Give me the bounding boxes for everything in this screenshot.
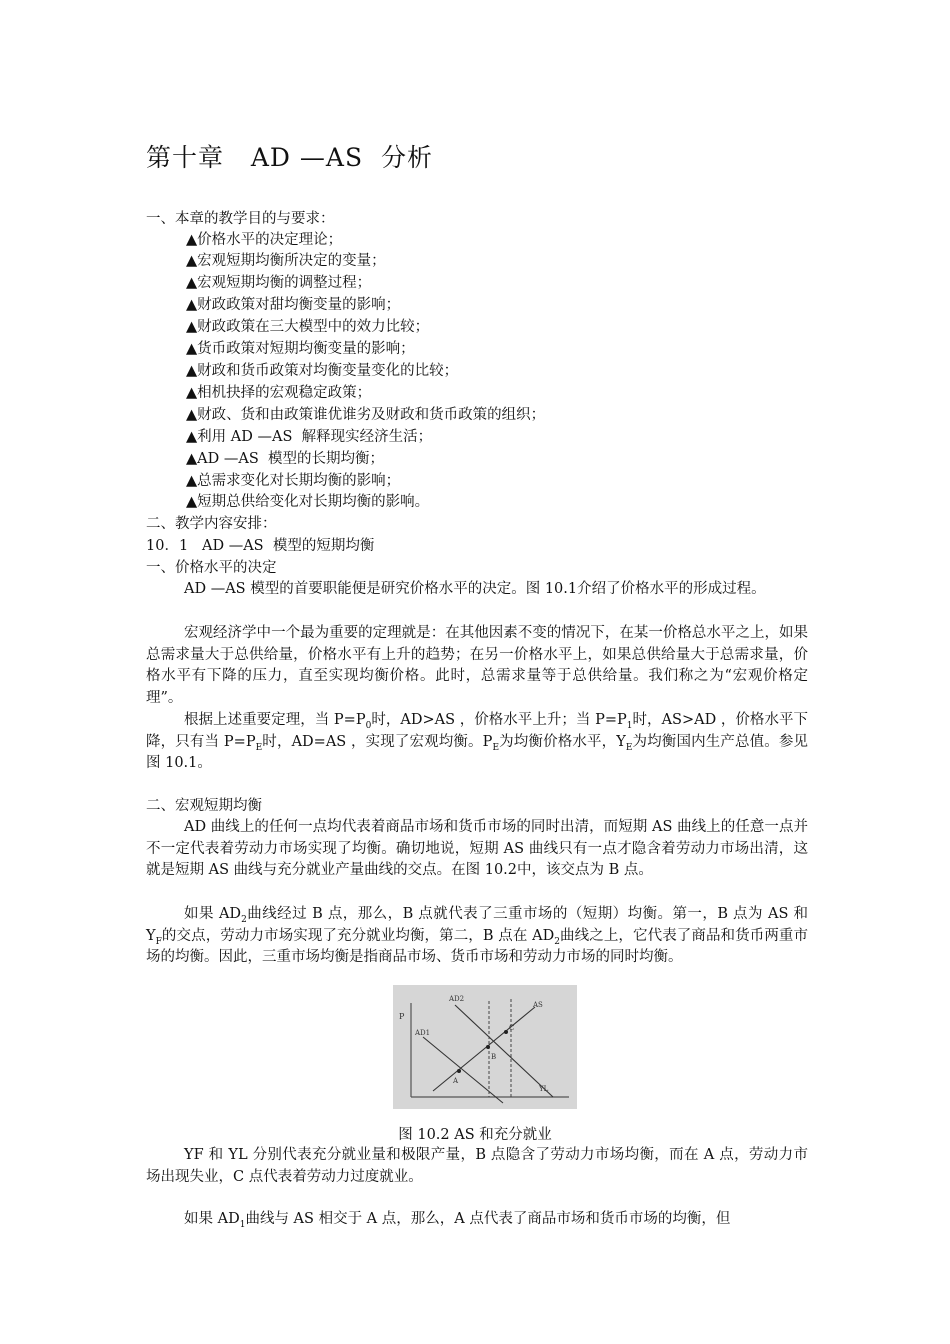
subheading-macro-equilibrium: 二、宏观短期均衡: [146, 798, 262, 814]
objective-item: ▲财政政策在三大模型中的效力比较；: [186, 319, 430, 335]
objective-item: ▲财政政策对甜均衡变量的影响；: [186, 297, 401, 313]
objective-item: ▲AD —AS 模型的长期均衡；: [186, 451, 384, 467]
paragraph-ad1-as: 如果 $AD_1$曲线与 AS 相交于 A 点，那么，A 点代表了商品市场和货币市场的均衡，但: [184, 1211, 731, 1230]
objective-item: ▲宏观短期均衡的调整过程；: [186, 275, 372, 291]
objective-item: ▲财政、货和由政策谁优谁劣及财政和货币政策的组织；: [186, 407, 546, 423]
objective-item: ▲货币政策对短期均衡变量的影响；: [186, 341, 415, 357]
label-c: C: [509, 1024, 515, 1032]
label-p: P: [399, 1012, 405, 1021]
paragraph-triple-equilibrium: 如果 $AD_2$曲线经过 B 点，那么，B 点就代表了三重市场的（短期）均衡。第一，B 点为 AS 和 $Y_F$的交点，劳动力市场实现了充分就业均衡，第二，B 点在 $AD_2$曲线之上，它代表了商品和货币两重市场的均衡。因此，三重市场均衡是指商品市场、货币市场和劳动力市场的同时均衡。: [146, 906, 809, 965]
paragraph-yf-yl: YF 和 YL 分别代表充分就业量和极限产量，B 点隐含了劳动力市场均衡，而在 A 点，劳动力市场出现失业，C 点代表着劳动力过度就业。: [146, 1147, 808, 1185]
objective-item: ▲财政和货币政策对均衡变量变化的比较；: [186, 363, 459, 379]
objective-item: ▲利用 AD —AS 解释现实经济生活；: [186, 429, 433, 445]
objective-item: ▲短期总供给变化对长期均衡的影响。: [186, 494, 430, 510]
figure-as-full-employment: [393, 985, 577, 1109]
label-yl: YL: [539, 1085, 549, 1093]
section-heading-objectives: 一、本章的教学目的与要求：: [146, 211, 335, 227]
figure-graphic: [393, 985, 577, 1109]
paragraph-price-theorem: 宏观经济学中一个最为重要的定理就是：在其他因素不变的情况下，在某一价格总水平之上，如果总需求量大于总供给量，价格水平有上升的趋势；在另一价格水平上，如果总供给量大于总需求量，价格水平有下降的压力，直至实现均衡价格。此时，总需求量等于总供给量。我们称之为“宏观价格定理”。: [146, 625, 808, 706]
label-a: A: [453, 1077, 459, 1085]
section-heading-content: 二、教学内容安排：: [146, 516, 277, 532]
chapter-title: 第十章 AD —AS 分析: [146, 143, 433, 172]
label-ad2: AD2: [449, 995, 465, 1003]
subsection-10-1: 10．1 AD —AS 模型的短期均衡: [146, 538, 375, 554]
paragraph-ad-curve: AD 曲线上的任何一点均代表着商品市场和货币市场的同时出清，而短期 AS 曲线上的任意一点并不一定代表着劳动力市场实现了均衡。确切地说，短期 AS 曲线只有一点才隐含着劳动力市场出清，这就是短期 AS 曲线与充分就业产量曲线的交点。在图 10.2中，该交点为 B 点。: [146, 819, 808, 878]
objective-item: ▲价格水平的决定理论；: [186, 232, 343, 248]
figure-caption: 图 10.2 AS 和充分就业: [398, 1127, 552, 1143]
objective-item: ▲宏观短期均衡所决定的变量；: [186, 253, 386, 269]
point-a: [457, 1069, 461, 1073]
objective-item: ▲总需求变化对长期均衡的影响；: [186, 473, 401, 489]
label-ad1: AD1: [415, 1029, 431, 1037]
label-as: AS: [533, 1001, 543, 1009]
paragraph-equilibrium: 根据上述重要定理，当 $P=P_0$时，AD>AS ，价格水平上升；当 $P=P_1$时，AS>AD ，价格水平下降，只有当 $P=P_E$时，AD=AS ，实现了宏观均衡。$P_E$为均衡价格水平，$Y_E$为均衡国内生产总值。参见图 10.1。: [146, 712, 809, 771]
figure-background: [393, 985, 577, 1109]
objective-item: ▲相机抉择的宏观稳定政策；: [186, 385, 372, 401]
subheading-price-level: 一、价格水平的决定: [146, 560, 277, 576]
label-b: B: [491, 1053, 497, 1061]
point-b: [486, 1045, 490, 1049]
paragraph-ad-as-role: AD —AS 模型的首要职能便是研究价格水平的决定。图 10.1介绍了价格水平的形成过程。: [184, 581, 766, 597]
point-c: [504, 1030, 508, 1034]
